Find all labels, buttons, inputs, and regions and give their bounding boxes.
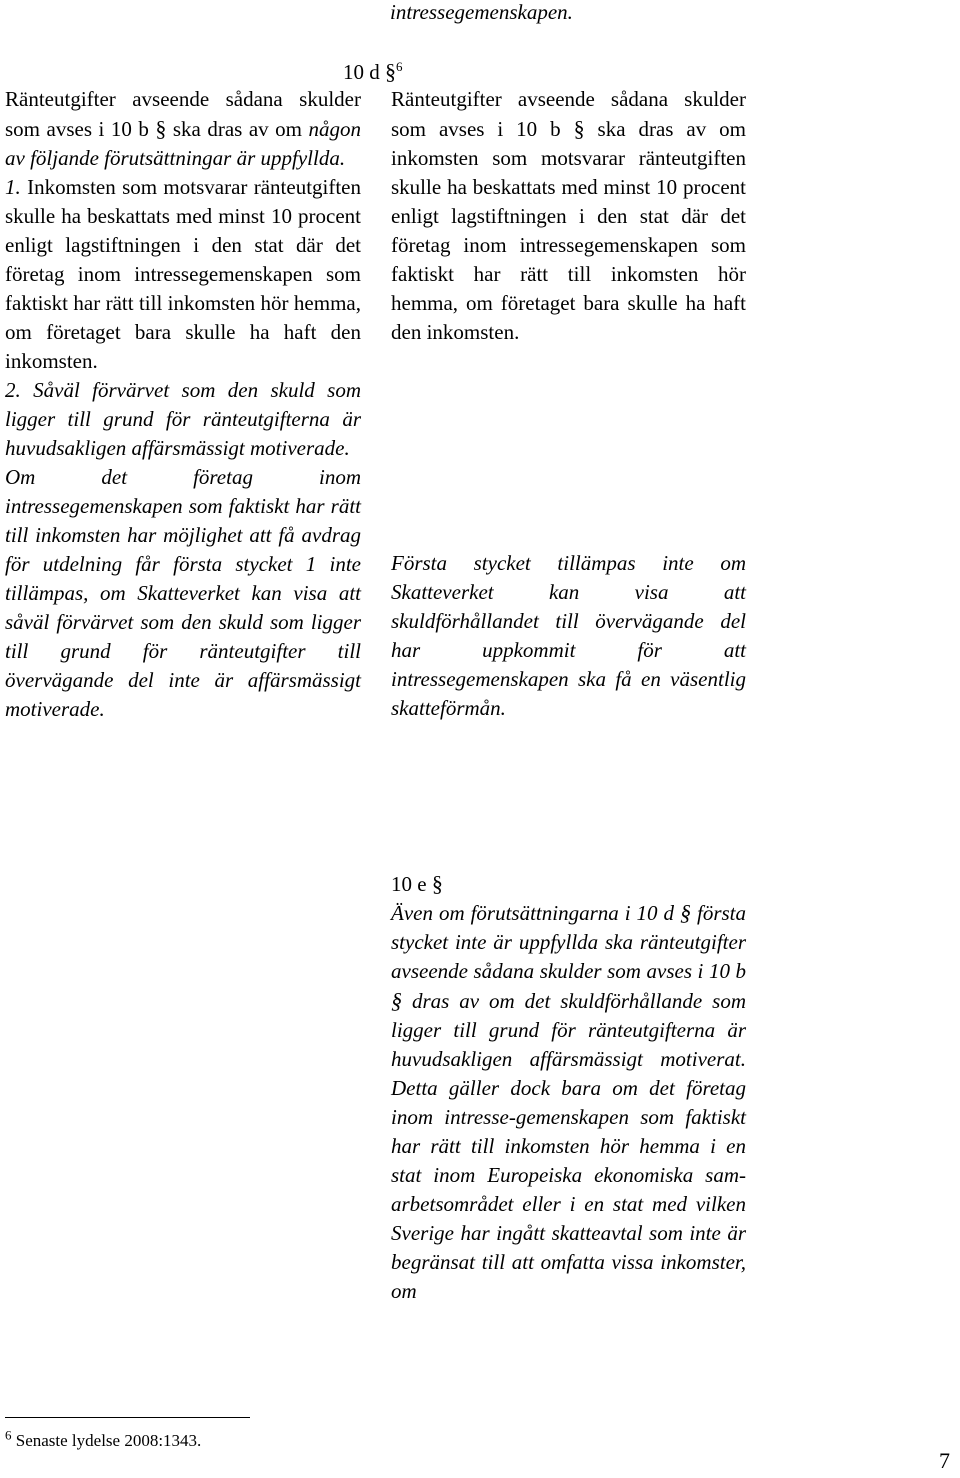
section-number: 10 e: [391, 872, 427, 896]
footnote-divider: [5, 1417, 250, 1418]
condition-1: 1. Inkomsten som motsvarar ränteutgiften skulle ha beskattats med minst 10 procent enligt lagstiftningen i den stat där det företag inom intressegemenskapen som faktiskt har rätt till inkomsten hör hemma, om företaget bara skulle ha haft den inkomsten.: [5, 175, 362, 373]
right-column-top: [391, 85, 746, 347]
right-column-bottom: [391, 898, 746, 1306]
section-heading-10d: [343, 57, 403, 87]
new-wording-paragraph: Ränteutgifter avseende sådana skulder som avses i 10 b § ska dras av om inkomsten som motsvarar ränteutgiften skulle ha beskattats med minst 10 procent enligt lagstiftningen i den stat där det företag inom intressegemenskapen som faktiskt har rätt till inkomsten hör hemma, om företaget bara skulle ha haft den inkomsten.: [391, 87, 747, 344]
footnote-text: Senaste lydelse 2008:1343.: [15, 1431, 202, 1450]
section-sign: §: [385, 59, 396, 84]
right-column-middle: [391, 549, 746, 723]
left-column: [5, 85, 361, 724]
section-sign: §: [680, 900, 692, 925]
section-heading-10e: [391, 869, 443, 899]
footnote-number: 6: [5, 1427, 12, 1443]
page-number: 7: [939, 1448, 950, 1473]
intro-paragraph: Ränteutgifter avseende sådana skulder som avses i 10 b § ska dras av om någon av följande förutsättningar är uppfyllda.: [5, 87, 362, 170]
section-10e-paragraph: Även om förutsättningarna i 10 d § första stycket inte är uppfyllda ska ränteutgifter avseende sådana skulder som avses i 10 b § dras av om det skuldförhållande som ligger till grund för ränteutgifterna är huvudsakligen affärsmässigt motiverat. Detta gäller dock bara om det företag inom intresse-gemenskapen som faktiskt har rätt till inkomsten hör hemma i en stat inom Europeiska ekonomiska sam-arbetsområdet eller i en stat med vilken Sverige har ingått skatteavtal som inte är begränsat till att omfatta vissa inkomster, om: [391, 900, 747, 1303]
exception-paragraph: Om det företag inom intressegemenskapen som faktiskt har rätt till inkomsten har möjlighet att få avdrag för utdelning får första stycket 1 inte tillämpas, om Skatteverket kan visa att såväl förvärvet som den skuld som ligger till grund för ränteutgifter till övervägande del inte är affärsmässigt motiverade.: [5, 465, 361, 721]
section-sign: §: [155, 116, 167, 141]
section-sign: §: [391, 988, 402, 1013]
section-sign: §: [431, 871, 443, 896]
footnote: [5, 1427, 202, 1452]
skatteverket-paragraph: Första stycket tillämpas inte om Skatteverket kan visa att skuldförhållandet till övervägande del har uppkommit för att intressegemenskapen ska få en väsentlig skatteförmån.: [391, 551, 746, 720]
footnote-ref: 6: [396, 59, 403, 74]
continued-text: intressegemenskapen.: [390, 0, 573, 24]
section-sign: §: [573, 116, 585, 141]
condition-2: 2. Såväl förvärvet som den skuld som ligger till grund för ränteutgifterna är huvudsakligen affärsmässigt motiverade.: [5, 378, 361, 460]
section-number: 10 d: [343, 60, 380, 84]
